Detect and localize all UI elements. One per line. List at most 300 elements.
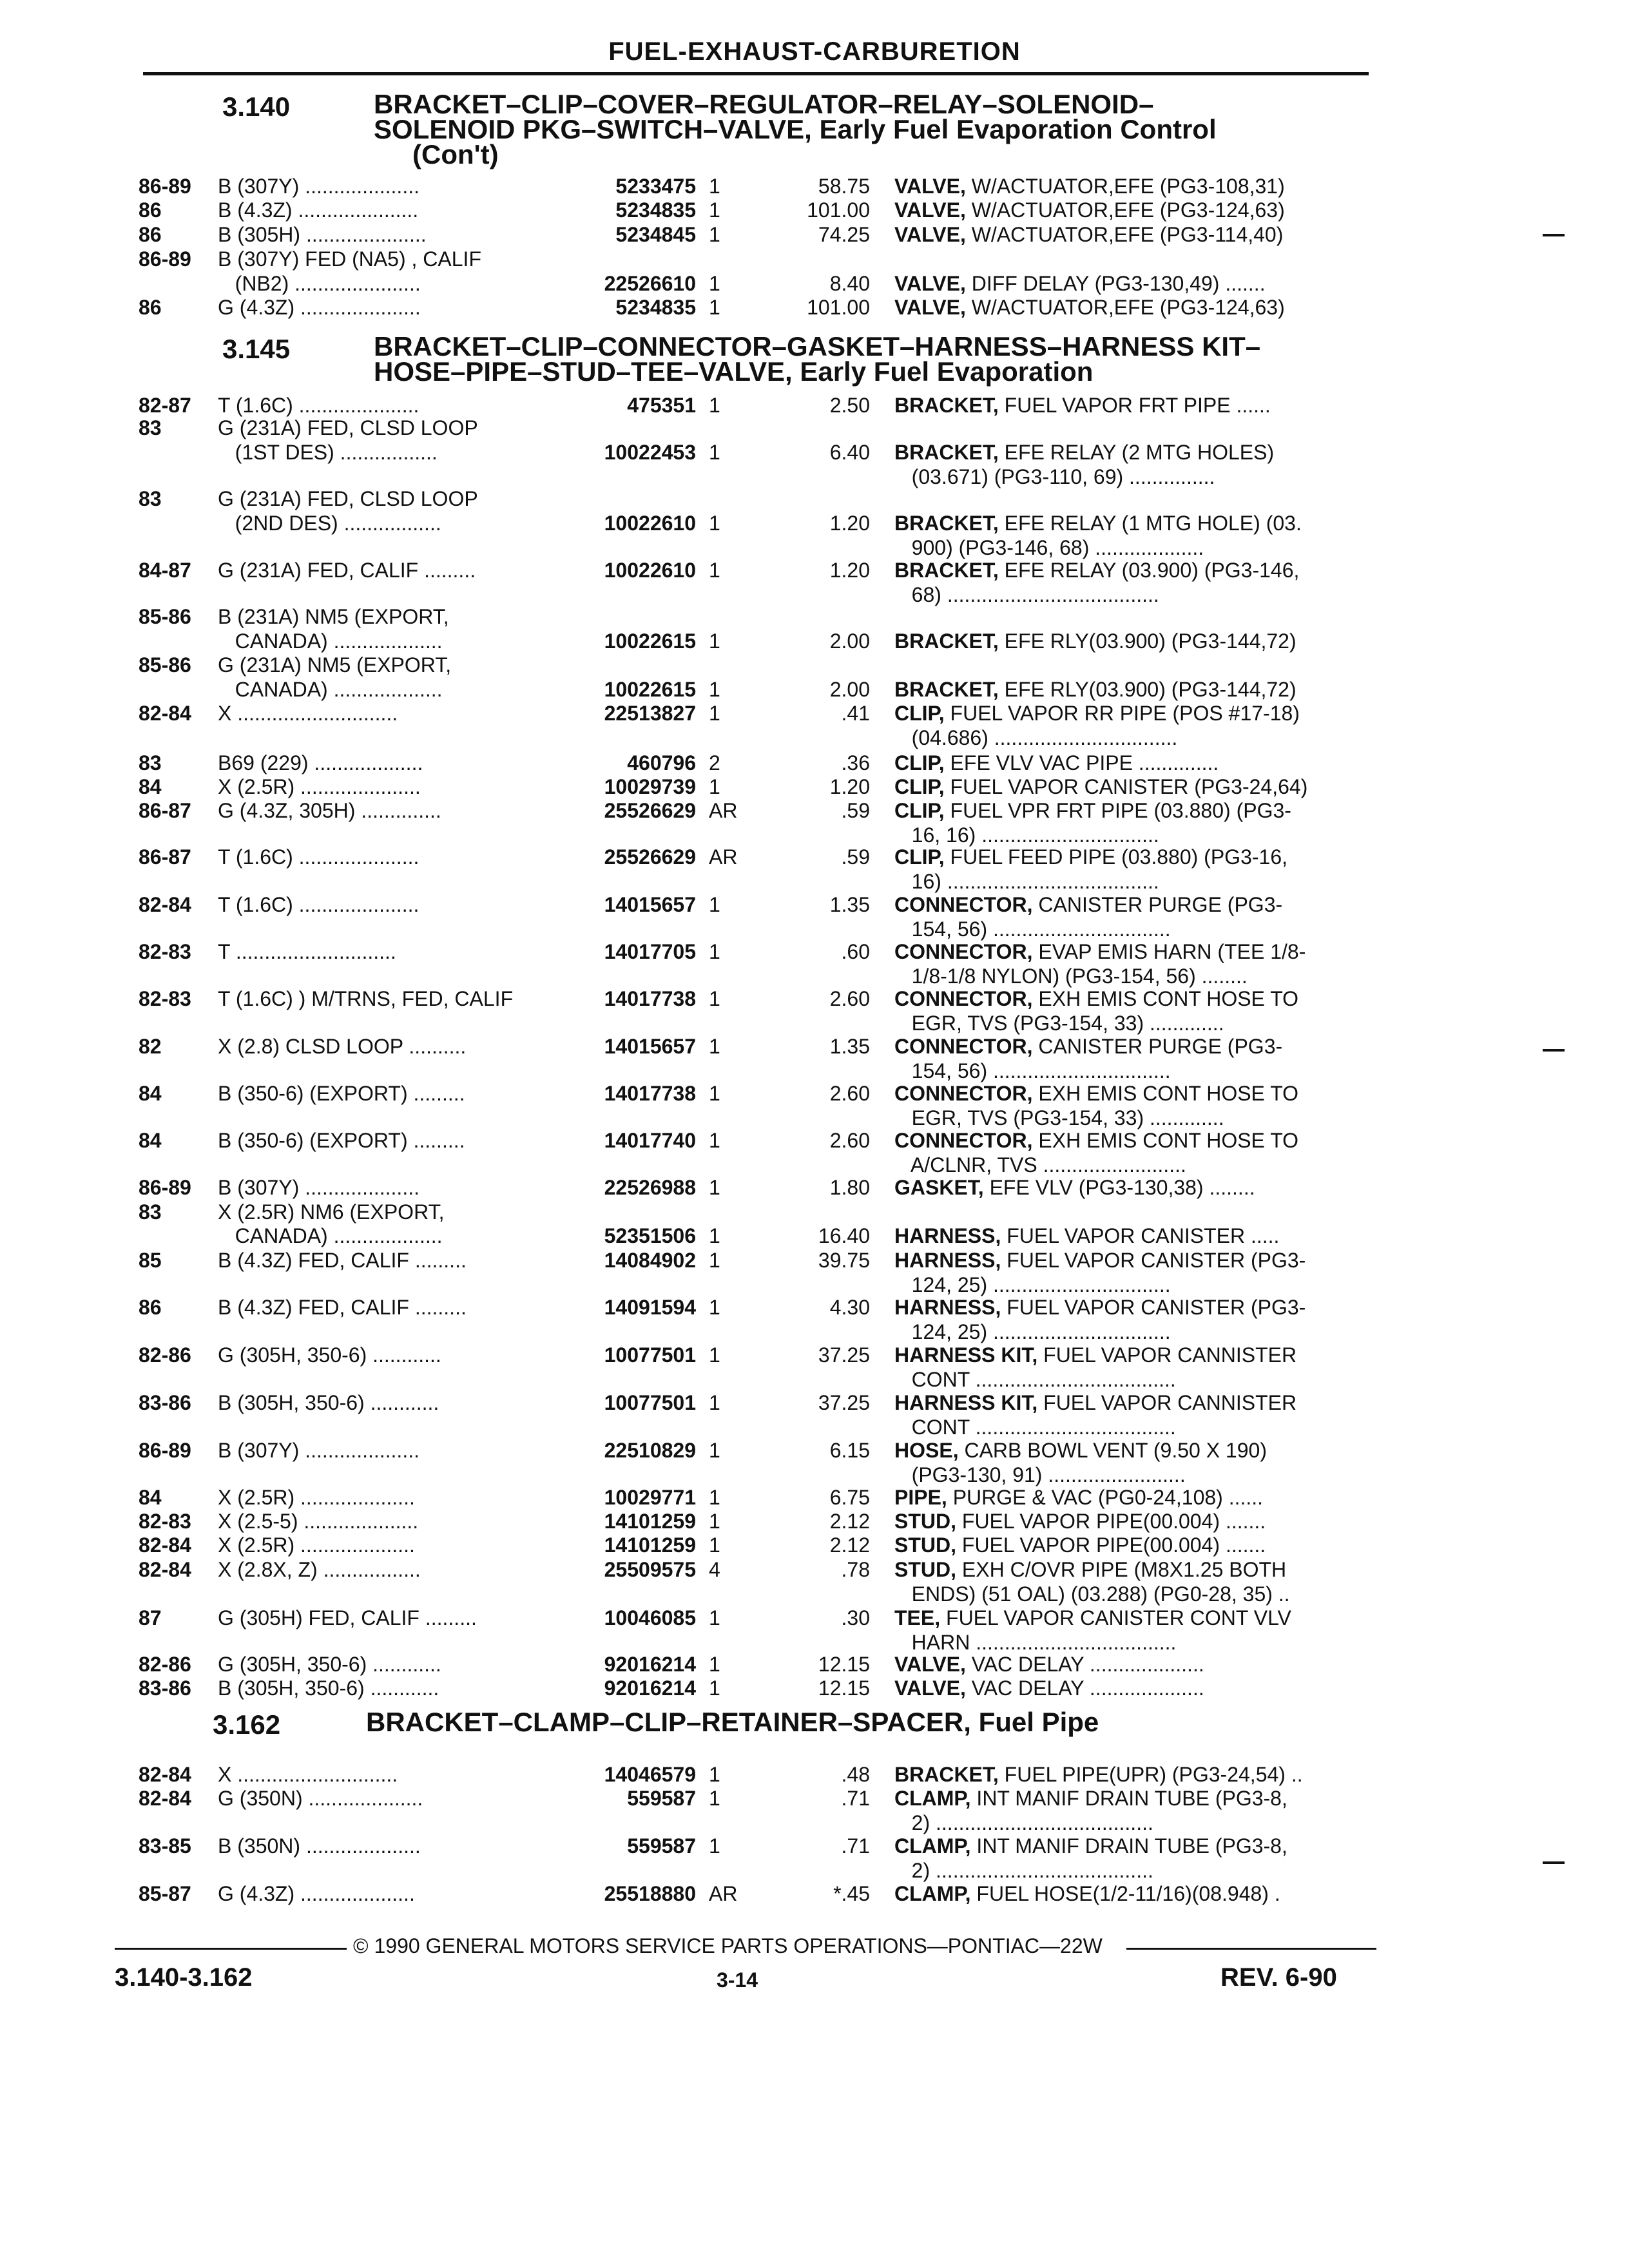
part-number: 22526610 [604,272,696,295]
model-year: 85 [139,1249,162,1272]
price: .78 [841,1558,870,1581]
part-detail-continued: (04.686) ................................ [894,726,1178,749]
price: 2.60 [829,987,870,1010]
part-detail: EFE VLV VAC PIPE .............. [944,751,1219,774]
part-name: BRACKET, [894,441,999,464]
part-description [894,1128,1371,1177]
quantity: 1 [709,1439,720,1462]
price: .30 [841,1606,870,1629]
price: 2.00 [829,629,870,653]
part-number: 5234845 [615,223,696,246]
model-application: G (4.3Z) .................... [218,1882,415,1905]
model-year: 85-86 [139,605,191,628]
model-application: T (1.6C) ) M/TRNS, FED, CALIF [218,987,514,1010]
part-detail: FUEL VAPOR CANISTER ..... [1001,1224,1280,1247]
part-description [894,1224,1371,1248]
model-application: X (2.5-5) .................... [218,1510,419,1533]
part-detail: FUEL PIPE(UPR) (PG3-24,54) .. [998,1763,1303,1786]
part-number: 559587 [627,1834,696,1858]
part-name: CONNECTOR, [894,893,1033,916]
part-detail: EFE RELAY (2 MTG HOLES) [998,441,1275,464]
part-description [894,701,1371,750]
quantity: 1 [709,394,720,417]
quantity: 1 [709,893,720,916]
section-title-line1: BRACKET–CLIP–COVER–REGULATOR–RELAY–SOLENOID– [374,89,1154,119]
model-year: 83 [139,487,162,510]
part-description [894,393,1371,418]
model-year: 83-86 [139,1677,191,1700]
model-application: B (4.3Z) FED, CALIF ......... [218,1249,467,1272]
price: *.45 [833,1882,870,1905]
part-description [894,774,1371,799]
part-detail-continued: EGR, TVS (PG3-154, 33) ............. [894,1012,1224,1035]
part-detail-continued: 2) ...................................... [894,1859,1153,1882]
quantity: 1 [709,1082,720,1105]
price: .41 [841,702,870,725]
part-description [894,271,1371,296]
part-description [894,1034,1371,1083]
model-year: 86-89 [139,175,191,198]
price: 2.60 [829,1129,870,1152]
part-name: VALVE, [894,175,966,198]
model-application: (2ND DES) ................. [218,512,441,535]
price: .60 [841,940,870,963]
part-name: VALVE, [894,1677,966,1700]
footer-section-range: 3.140-3.162 [115,1963,253,1992]
part-number: 10022610 [604,512,696,535]
part-number: 10022615 [604,629,696,653]
section-title [366,1709,1358,1735]
model-application: G (231A) FED, CLSD LOOP [218,487,478,510]
part-number: 10022610 [604,559,696,582]
quantity: 1 [709,272,720,295]
part-number: 10077501 [604,1343,696,1367]
model-application: (NB2) ...................... [218,272,421,295]
part-detail-continued: 2) ...................................... [894,1811,1153,1834]
model-application: B (307Y) .................... [218,175,419,198]
part-name: HARNESS KIT, [894,1391,1038,1414]
section-number: 3.140 [222,91,291,122]
model-year: 82-83 [139,987,191,1010]
price: 2.50 [829,394,870,417]
model-application: G (305H, 350-6) ............ [218,1653,441,1676]
section-title-line2: HOSE–PIPE–STUD–TEE–VALVE, [374,356,793,387]
model-year: 82-84 [139,1787,191,1810]
quantity: 1 [709,1787,720,1810]
part-detail-continued: 1/8-1/8 NYLON) (PG3-154, 56) ........ [894,965,1248,988]
quantity: 1 [709,1224,720,1247]
section-title-line2b: Early Fuel Evaporation Control [819,114,1217,144]
model-year: 83 [139,416,162,439]
price: 1.35 [829,1035,870,1058]
part-number: 22526988 [604,1176,696,1199]
part-description [894,1485,1371,1510]
quantity: 1 [709,1249,720,1272]
part-detail-continued: 124, 25) ............................... [894,1273,1171,1296]
part-detail: FUEL VAPOR CANISTER CONT VLV [940,1606,1291,1629]
quantity: 1 [709,1533,720,1557]
part-name: CLAMP, [894,1787,971,1810]
part-name: CONNECTOR, [894,1129,1033,1152]
part-number: 14015657 [604,1035,696,1058]
part-number: 10022453 [604,441,696,464]
part-name: BRACKET, [894,512,999,535]
part-description [894,174,1371,198]
model-year: 82-84 [139,893,191,916]
section-title-line1: BRACKET–CLIP–CONNECTOR–GASKET–HARNESS–HARNESS KIT– [374,331,1261,361]
model-application: B (350N) .................... [218,1834,421,1858]
part-detail: W/ACTUATOR,EFE (PG3-114,40) [965,223,1284,246]
part-name: STUD, [894,1533,956,1557]
part-number: 5234835 [615,198,696,222]
model-year: 82-83 [139,940,191,963]
quantity: 1 [709,678,720,701]
part-description [894,1652,1371,1677]
part-number: 14017705 [604,940,696,963]
quantity: 1 [709,1176,720,1199]
part-name: CLIP, [894,799,945,822]
section-title-line2b: Fuel Pipe [978,1707,1099,1737]
part-number: 92016214 [604,1653,696,1676]
quantity: 1 [709,296,720,319]
part-name: STUD, [894,1510,956,1533]
model-application: X (2.5R) .................... [218,1486,415,1509]
quantity: 1 [709,441,720,464]
part-name: BRACKET, [894,678,999,701]
model-application: CANADA) ................... [218,1224,443,1247]
model-year: 83-85 [139,1834,191,1858]
part-detail-continued: CONT ................................... [894,1416,1176,1439]
part-description [894,1248,1371,1297]
price: 2.12 [829,1510,870,1533]
model-year: 84 [139,1486,162,1509]
part-detail: DIFF DELAY (PG3-130,49) ....... [965,272,1266,295]
quantity: 1 [709,1035,720,1058]
part-name: VALVE, [894,296,966,319]
part-detail-continued: 900) (PG3-146, 68) ................... [894,536,1204,559]
price: 37.25 [818,1391,870,1414]
model-application: G (305H, 350-6) ............ [218,1343,441,1367]
model-year: 82-87 [139,394,191,417]
quantity: 1 [709,512,720,535]
part-detail: W/ACTUATOR,EFE (PG3-124,63) [965,296,1285,319]
model-application: B (350-6) (EXPORT) ......... [218,1129,465,1152]
quantity: 1 [709,1834,720,1858]
part-number: 14091594 [604,1296,696,1319]
model-year: 86-89 [139,247,191,271]
part-detail-continued: 68) ..................................... [894,583,1159,606]
margin-change-mark [1543,234,1565,236]
part-number: 10029739 [604,775,696,798]
part-detail: EXH C/OVR PIPE (M8X1.25 BOTH [956,1558,1287,1581]
model-application: G (4.3Z) ..................... [218,296,421,319]
quantity: AR [709,799,738,822]
part-detail-continued: (PG3-130, 91) ........................ [894,1463,1186,1486]
price: 101.00 [807,296,870,319]
part-number: 25526629 [604,799,696,822]
section-title-line2b: Early Fuel Evaporation [800,356,1094,387]
section-number: 3.145 [222,334,291,364]
part-detail: EFE RLY(03.900) (PG3-144,72) [998,629,1296,653]
part-detail: EFE RLY(03.900) (PG3-144,72) [998,678,1296,701]
price: 6.40 [829,441,870,464]
part-description [894,1606,1371,1655]
model-year: 84 [139,1129,162,1152]
part-detail: W/ACTUATOR,EFE (PG3-108,31) [965,175,1285,198]
part-description [894,751,1371,775]
part-description [894,1438,1371,1487]
quantity: 1 [709,175,720,198]
part-description [894,440,1371,489]
part-detail: W/ACTUATOR,EFE (PG3-124,63) [965,198,1285,222]
part-description [894,1343,1371,1392]
part-number: 22513827 [604,702,696,725]
model-application: B (307Y) .................... [218,1439,419,1462]
part-number: 14017738 [604,1082,696,1105]
quantity: 1 [709,1343,720,1367]
model-application: B (307Y) .................... [218,1176,419,1199]
footer-revision: REV. 6-90 [1220,1963,1337,1992]
part-detail: FUEL VAPOR PIPE(00.004) ....... [956,1510,1266,1533]
part-detail: FUEL VAPOR RR PIPE (POS #17-18) [944,702,1300,725]
part-detail: EXH EMIS CONT HOSE TO [1032,1129,1299,1152]
model-application: B (305H, 350-6) ............ [218,1391,439,1414]
part-detail-continued: 16, 16) ............................... [894,823,1159,847]
part-number: 5233475 [615,175,696,198]
margin-change-mark [1543,1049,1565,1052]
price: 12.15 [818,1653,870,1676]
quantity: 1 [709,223,720,246]
part-number: 25518880 [604,1882,696,1905]
price: .48 [841,1763,870,1786]
price: 39.75 [818,1249,870,1272]
model-year: 82-84 [139,1558,191,1581]
model-application: X (2.5R) .................... [218,1533,415,1557]
price: 16.40 [818,1224,870,1247]
model-year: 86 [139,198,162,222]
model-year: 83 [139,1200,162,1224]
part-number: 10029771 [604,1486,696,1509]
part-number: 14017740 [604,1129,696,1152]
quantity: 2 [709,751,720,774]
model-year: 82-83 [139,1510,191,1533]
footer-rule-right [1126,1948,1376,1950]
part-description [894,986,1371,1035]
quantity: 1 [709,1391,720,1414]
model-year: 84 [139,1082,162,1105]
part-name: GASKET, [894,1176,984,1199]
part-number: 14017738 [604,987,696,1010]
part-name: BRACKET, [894,394,999,417]
model-year: 82-84 [139,702,191,725]
part-name: VALVE, [894,223,966,246]
part-name: CONNECTOR, [894,1035,1033,1058]
part-number: 475351 [627,394,696,417]
model-year: 85-87 [139,1882,191,1905]
model-application: X (2.5R) NM6 (EXPORT, [218,1200,445,1224]
part-description [894,1533,1371,1557]
model-application: B (4.3Z) FED, CALIF ......... [218,1296,467,1319]
part-number: 14101259 [604,1533,696,1557]
model-application: B (305H) ..................... [218,223,427,246]
part-description [894,1175,1371,1200]
part-number: 52351506 [604,1224,696,1247]
part-detail: FUEL VPR FRT PIPE (03.880) (PG3- [944,799,1291,822]
model-application: X (2.5R) ..................... [218,775,421,798]
model-year: 84 [139,775,162,798]
quantity: 1 [709,1129,720,1152]
model-year: 82-84 [139,1533,191,1557]
part-detail: INT MANIF DRAIN TUBE (PG3-8, [970,1834,1287,1858]
part-name: PIPE, [894,1486,947,1509]
part-description [894,1295,1371,1344]
part-name: HARNESS, [894,1224,1001,1247]
section-title [374,331,1366,387]
model-application: G (350N) .................... [218,1787,423,1810]
margin-change-mark [1543,1861,1565,1864]
part-detail: FUEL VAPOR CANISTER (PG3-24,64) [944,775,1308,798]
price: 58.75 [818,175,870,198]
part-description [894,798,1371,847]
part-name: CLIP, [894,751,945,774]
part-number: 92016214 [604,1677,696,1700]
quantity: 1 [709,1653,720,1676]
part-description [894,1390,1371,1439]
part-detail: VAC DELAY .................... [965,1677,1204,1700]
model-year: 87 [139,1606,162,1629]
part-detail: FUEL VAPOR CANISTER (PG3- [1001,1249,1306,1272]
quantity: 1 [709,1296,720,1319]
part-name: BRACKET, [894,1763,999,1786]
quantity: 1 [709,1606,720,1629]
footer-page-number: 3-14 [717,1968,758,1992]
part-name: HARNESS, [894,1249,1001,1272]
part-number: 25526629 [604,845,696,869]
model-year: 84-87 [139,559,191,582]
part-detail: CANISTER PURGE (PG3- [1032,1035,1283,1058]
part-name: TEE, [894,1606,941,1629]
part-name: HARNESS, [894,1296,1001,1319]
model-year: 82 [139,1035,162,1058]
part-name: BRACKET, [894,629,999,653]
part-detail-continued: (03.671) (PG3-110, 69) ............... [894,465,1215,488]
model-year: 82-86 [139,1343,191,1367]
part-description [894,222,1371,247]
price: .59 [841,845,870,869]
model-year: 82-86 [139,1653,191,1676]
model-application: (1ST DES) ................. [218,441,438,464]
part-detail-continued: 154, 56) ............................... [894,1059,1171,1082]
part-description [894,295,1371,320]
part-number: 14046579 [604,1763,696,1786]
part-name: VALVE, [894,272,966,295]
model-year: 86 [139,296,162,319]
section-title-line2: SOLENOID PKG–SWITCH–VALVE, [374,114,812,144]
part-number: 14101259 [604,1510,696,1533]
section-title-line3: (Con't) [412,139,499,169]
model-application: X (2.8) CLSD LOOP .......... [218,1035,467,1058]
model-year: 82-84 [139,1763,191,1786]
part-detail-continued: 124, 25) ............................... [894,1320,1171,1343]
model-application: T ............................ [218,940,396,963]
model-year: 86-87 [139,799,191,822]
part-detail: EFE RELAY (1 MTG HOLE) (03. [998,512,1302,535]
part-description [894,198,1371,222]
part-detail-continued: EGR, TVS (PG3-154, 33) ............. [894,1106,1224,1129]
part-number: 25509575 [604,1558,696,1581]
section-title-line1: BRACKET–CLAMP–CLIP–RETAINER–SPACER, [366,1707,971,1737]
price: 1.35 [829,893,870,916]
price: .71 [841,1834,870,1858]
part-detail-continued: ENDS) (51 OAL) (03.288) (PG0-28, 35) .. [894,1582,1290,1606]
part-detail: FUEL HOSE(1/2-11/16)(08.948) . [970,1882,1280,1905]
part-name: CONNECTOR, [894,1082,1033,1105]
quantity: 1 [709,702,720,725]
model-application: X (2.8X, Z) ................. [218,1558,421,1581]
part-description [894,1081,1371,1130]
part-number: 10022615 [604,678,696,701]
part-detail: EFE VLV (PG3-130,38) ........ [983,1176,1255,1199]
model-year: 86-89 [139,1439,191,1462]
part-detail: EXH EMIS CONT HOSE TO [1032,1082,1299,1105]
price: 8.40 [829,272,870,295]
part-detail: CANISTER PURGE (PG3- [1032,893,1283,916]
model-year: 83 [139,751,162,774]
section-title [374,91,1366,167]
price: 1.20 [829,559,870,582]
part-description [894,629,1371,653]
part-description [894,511,1371,560]
part-number: 22510829 [604,1439,696,1462]
part-detail: PURGE & VAC (PG0-24,108) ...... [947,1486,1264,1509]
quantity: 1 [709,629,720,653]
part-detail: EVAP EMIS HARN (TEE 1/8- [1032,940,1306,963]
model-year: 86-87 [139,845,191,869]
price: 2.00 [829,678,870,701]
part-detail: FUEL VAPOR PIPE(00.004) ....... [956,1533,1266,1557]
model-application: B69 (229) ................... [218,751,423,774]
part-number: 10077501 [604,1391,696,1414]
part-name: STUD, [894,1558,956,1581]
model-application: T (1.6C) ..................... [218,893,419,916]
quantity: AR [709,1882,738,1905]
model-year: 85-86 [139,653,191,677]
price: 4.30 [829,1296,870,1319]
part-number: 14084902 [604,1249,696,1272]
part-number: 14015657 [604,893,696,916]
part-detail: CARB BOWL VENT (9.50 X 190) [958,1439,1267,1462]
part-name: CONNECTOR, [894,987,1033,1010]
quantity: 4 [709,1558,720,1581]
part-description [894,1762,1371,1787]
part-description [894,845,1371,894]
model-application: CANADA) ................... [218,678,443,701]
header-rule [143,72,1369,75]
model-application: G (231A) FED, CLSD LOOP [218,416,478,439]
part-number: 559587 [627,1787,696,1810]
price: 6.15 [829,1439,870,1462]
model-application: B (305H, 350-6) ............ [218,1677,439,1700]
part-name: HARNESS KIT, [894,1343,1038,1367]
part-description [894,677,1371,702]
part-detail: VAC DELAY .................... [965,1653,1204,1676]
model-application: B (307Y) FED (NA5) , CALIF [218,247,481,271]
price: 12.15 [818,1677,870,1700]
part-detail-continued: 16) ..................................... [894,870,1159,893]
quantity: 1 [709,775,720,798]
price: 1.20 [829,512,870,535]
model-year: 86 [139,1296,162,1319]
